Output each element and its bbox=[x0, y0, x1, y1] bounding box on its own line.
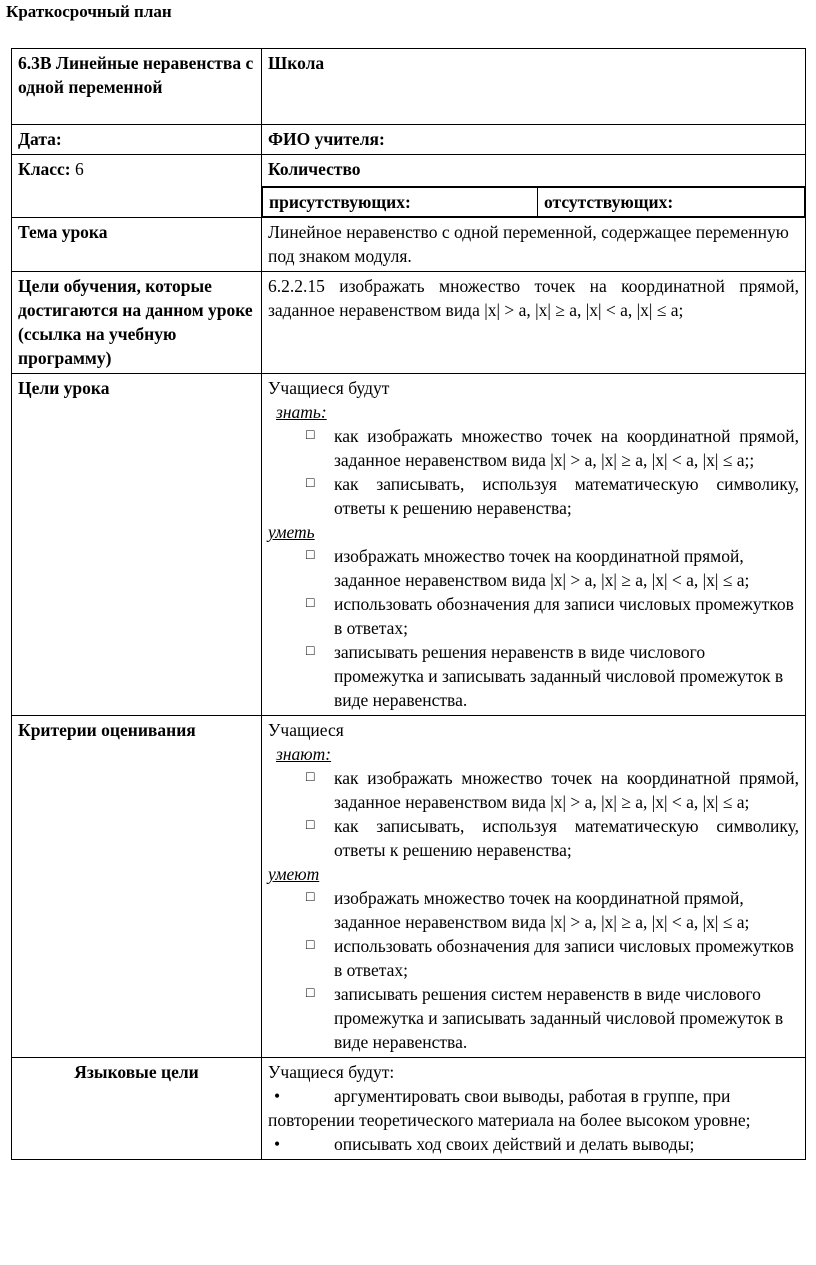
list-item: □ изображать множество точек на координатной прямой, заданное неравенством вида |x| > a, |x| ≥ a, |x| < a, |x| ≤ a; bbox=[306, 546, 750, 590]
checkbox-icon: □ bbox=[306, 476, 315, 491]
teacher-label: ФИО учителя: bbox=[262, 125, 806, 155]
know-list bbox=[268, 424, 799, 520]
checkbox-icon: □ bbox=[306, 938, 315, 953]
class-cell bbox=[12, 155, 262, 218]
list-item: • описывать ход своих действий и делать выводы; bbox=[268, 1132, 799, 1156]
criteria-cell bbox=[262, 716, 806, 1058]
can-list bbox=[268, 544, 799, 712]
row-criteria bbox=[12, 716, 806, 1058]
class-value: 6 bbox=[70, 159, 84, 179]
list-item: □ использовать обозначения для записи числовых промежутков в ответах; bbox=[306, 936, 794, 980]
list-item: □ как записывать, используя математическую символику, ответы к решению неравенства; bbox=[306, 474, 799, 518]
row-topic bbox=[12, 218, 806, 272]
objectives-label: Цели обучения, которые достигаются на данном уроке (ссылка на учебную программу) bbox=[12, 272, 262, 374]
list-item: □ как изображать множество точек на координатной прямой, заданное неравенством вида |x| > a, |x| ≥ a, |x| < a, |x| ≤ a;; bbox=[306, 426, 799, 470]
row-language bbox=[12, 1058, 806, 1160]
checkbox-icon: □ bbox=[306, 644, 315, 659]
dot-icon: • bbox=[274, 1086, 281, 1106]
list-item: □ изображать множество точек на координатной прямой, заданное неравенством вида |x| > a, |x| ≥ a, |x| < a, |x| ≤ a; bbox=[306, 888, 750, 932]
row-unit bbox=[12, 49, 806, 125]
document-title: Краткосрочный план bbox=[6, 2, 172, 21]
lesson-plan-table bbox=[11, 48, 806, 1160]
criteria-can-label: умеют bbox=[268, 864, 320, 884]
list-item: □ записывать решения систем неравенств в виде числового промежутка и записывать заданный числовой промежуток в виде неравенства. bbox=[306, 984, 784, 1052]
class-label: Класс: bbox=[18, 159, 71, 179]
checkbox-icon: □ bbox=[306, 428, 315, 443]
language-cell bbox=[262, 1058, 806, 1160]
list-item: □ использовать обозначения для записи числовых промежутков в ответах; bbox=[306, 594, 794, 638]
language-intro: Учащиеся будут: bbox=[268, 1062, 395, 1082]
lesson-goals-label: Цели урока bbox=[12, 374, 262, 716]
row-date bbox=[12, 125, 806, 155]
count-subtable bbox=[262, 187, 805, 217]
count-cell bbox=[262, 155, 806, 218]
checkbox-icon: □ bbox=[306, 548, 315, 563]
lesson-goals-intro: Учащиеся будут bbox=[268, 378, 390, 398]
date-label: Дата: bbox=[12, 125, 262, 155]
checkbox-icon: □ bbox=[306, 770, 315, 785]
checkbox-icon: □ bbox=[306, 818, 315, 833]
criteria-can-list bbox=[268, 886, 799, 1054]
topic-label: Тема урока bbox=[12, 218, 262, 272]
present-label: присутствующих: bbox=[263, 188, 538, 217]
row-objectives bbox=[12, 272, 806, 374]
criteria-intro: Учащиеся bbox=[268, 720, 344, 740]
list-item: □ как записывать, используя математическую символику, ответы к решению неравенства; bbox=[306, 816, 799, 860]
dot-icon: • bbox=[274, 1134, 281, 1154]
checkbox-icon: □ bbox=[306, 890, 315, 905]
know-label: знать: bbox=[276, 402, 327, 422]
unit-cell: 6.3В Линейные неравенства с одной переменной bbox=[12, 49, 262, 125]
school-label: Школа bbox=[262, 49, 806, 125]
row-class bbox=[12, 155, 806, 218]
list-item: □ как изображать множество точек на координатной прямой, заданное неравенством вида |x| > a, |x| ≥ a, |x| < a, |x| ≤ a; bbox=[306, 768, 799, 812]
criteria-know-list bbox=[268, 766, 799, 862]
topic-value: Линейное неравенство с одной переменной, содержащее переменную под знаком модуля. bbox=[262, 218, 806, 272]
criteria-know-label: знают: bbox=[276, 744, 332, 764]
absent-label: отсутствующих: bbox=[538, 188, 805, 217]
checkbox-icon: □ bbox=[306, 986, 315, 1001]
checkbox-icon: □ bbox=[306, 596, 315, 611]
lesson-goals-cell bbox=[262, 374, 806, 716]
language-label: Языковые цели bbox=[12, 1058, 262, 1160]
language-list bbox=[268, 1084, 799, 1156]
can-label: уметь bbox=[268, 522, 315, 542]
row-lesson-goals bbox=[12, 374, 806, 716]
count-label: Количество bbox=[262, 155, 805, 187]
list-item: • аргументировать свои выводы, работая в группе, при повторении теоретического материала на более высоком уровне; bbox=[268, 1086, 751, 1130]
objectives-value: 6.2.2.15 изображать множество точек на координатной прямой, заданное неравенством вида |x| > a, |x| ≥ a, |x| < a, |x| ≤ a; bbox=[262, 272, 806, 374]
criteria-label: Критерии оценивания bbox=[12, 716, 262, 1058]
list-item: □ записывать решения неравенств в виде числового промежутка и записывать заданный числовой промежуток в виде неравенства. bbox=[306, 642, 784, 710]
